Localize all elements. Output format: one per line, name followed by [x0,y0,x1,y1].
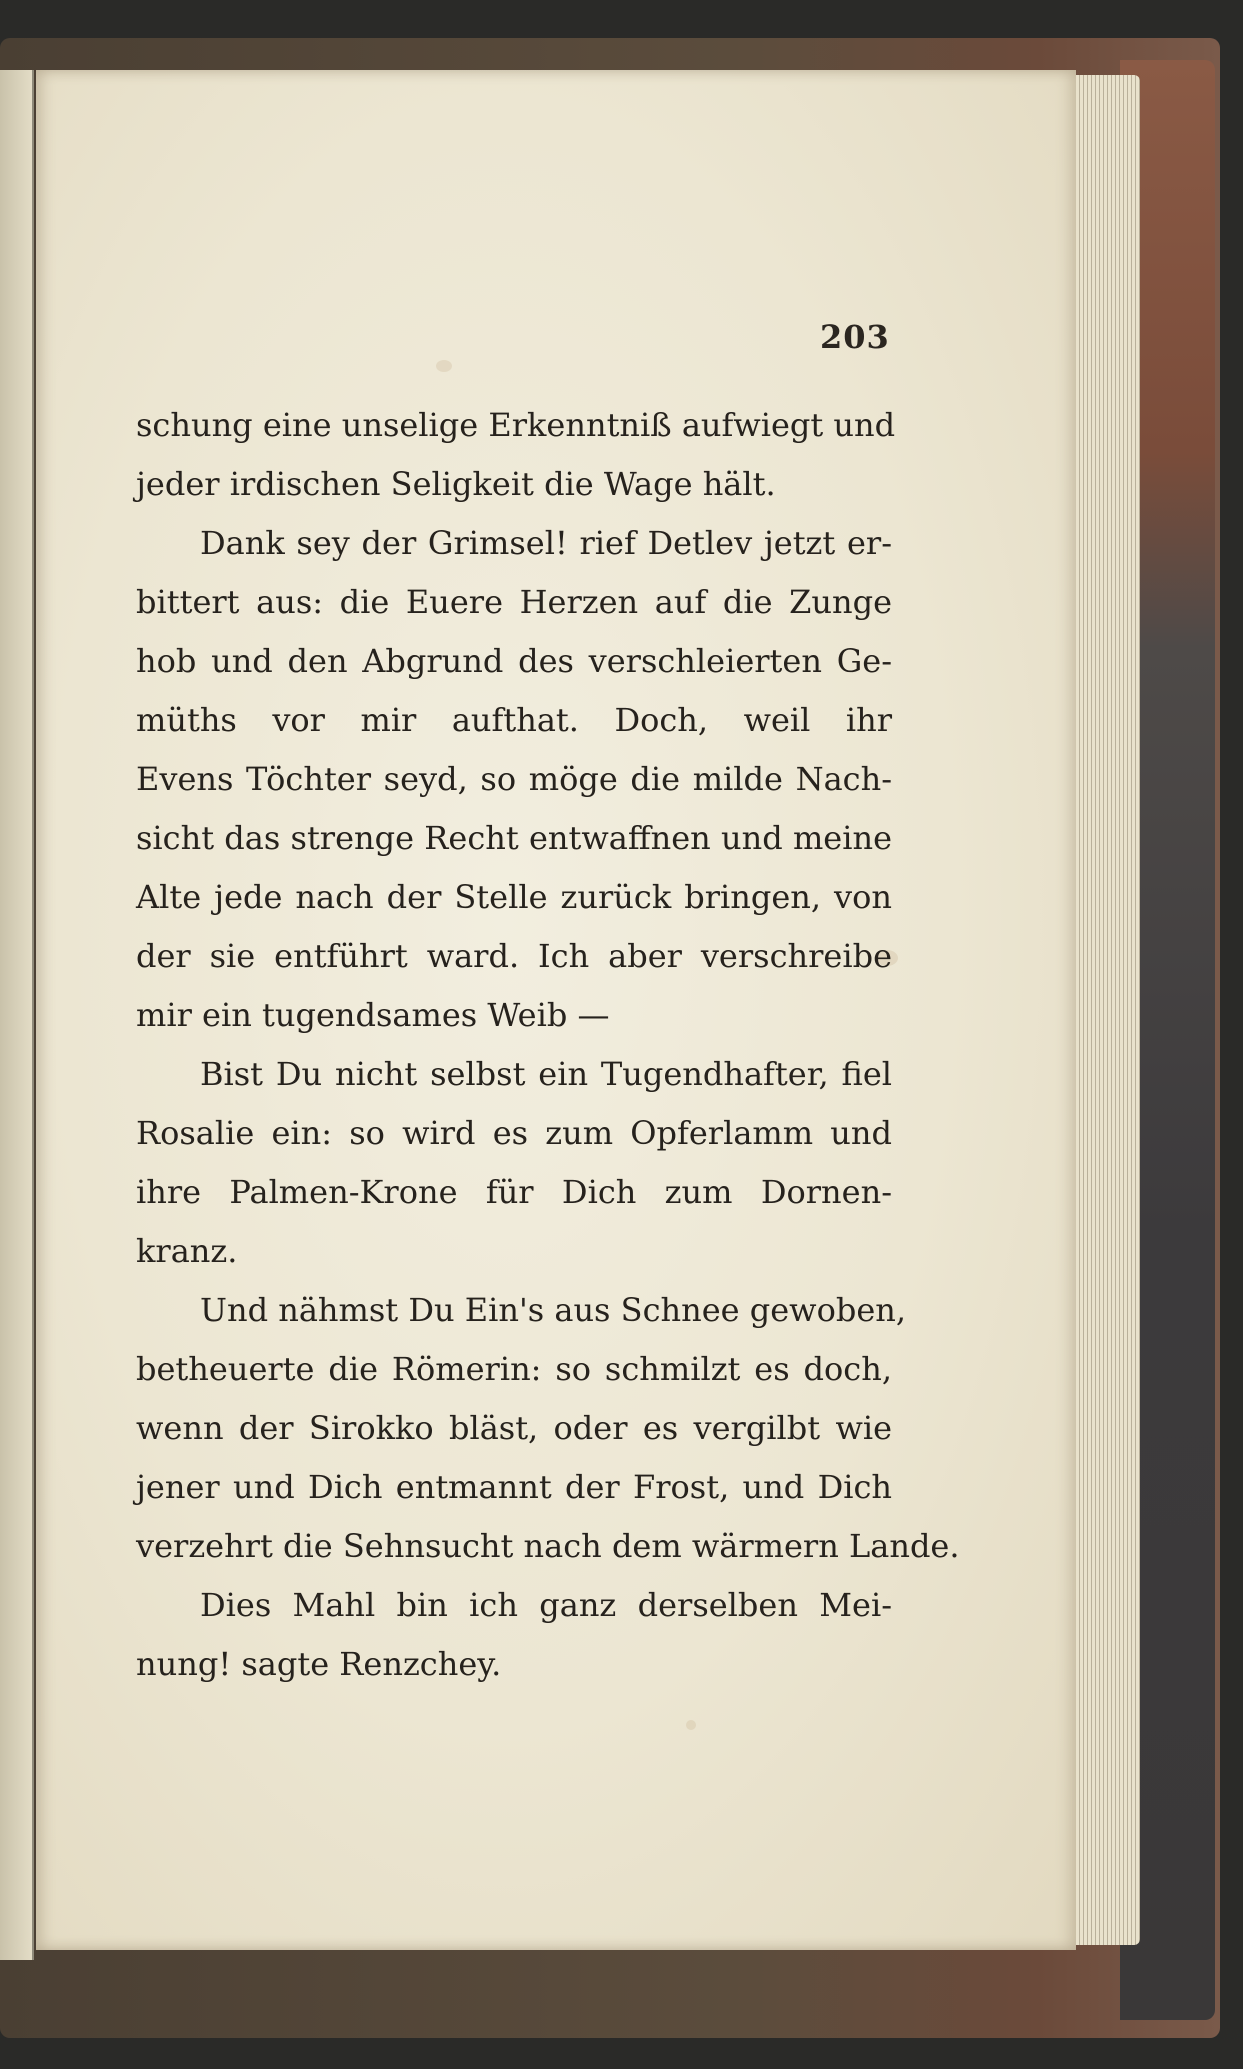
text-line: Dank sey der Grimsel! rief Detlev jetzt er- [200,524,892,562]
body-text [136,396,960,1694]
facing-page-edge [0,70,34,1960]
text-line: Bist Du nicht selbst ein Tugendhafter, fiel [200,1055,892,1093]
text-line: Evens Töchter seyd, so möge die milde Nach- [136,760,892,798]
text-line: müths vor mir aufthat. Doch, weil ihr [136,701,892,739]
text-line: nung! sagte Renzchey. [136,1645,502,1683]
text-line: betheuerte die Römerin: so schmilzt es doch, [136,1350,892,1388]
text-line: Alte jede nach der Stelle zurück bringen, von [136,878,892,916]
text-line: der sie entführt ward. Ich aber verschreibe [136,937,892,975]
text-line: kranz. [136,1232,238,1270]
text-line: hob und den Abgrund des verschleierten Ge- [136,642,892,680]
text-line: jener und Dich entmannt der Frost, und Dich [136,1468,892,1506]
text-line: Dies Mahl bin ich ganz derselben Mei- [200,1586,892,1624]
text-line: bittert aus: die Euere Herzen auf die Zunge [136,583,892,621]
foxing-spot [686,1720,696,1730]
text-line: Und nähmst Du Ein's aus Schnee gewoben, [200,1291,907,1329]
text-line: schung eine unselige Erkenntniß aufwiegt und [136,406,896,444]
text-line: jeder irdischen Seligkeit die Wage hält. [136,465,776,503]
page-number: 203 [820,318,890,356]
text-line: Rosalie ein: so wird es zum Opferlamm und [136,1114,892,1152]
text-line: sicht das strenge Recht entwaffnen und meine [136,819,892,857]
text-line: wenn der Sirokko bläst, oder es vergilbt wie [136,1409,892,1447]
text-line: mir ein tugendsames Weib — [136,996,610,1034]
text-line: verzehrt die Sehnsucht nach dem wärmern Lande. [136,1527,960,1565]
text-line: ihre Palmen-Krone für Dich zum Dornen- [136,1173,892,1211]
foxing-spot [436,360,452,372]
